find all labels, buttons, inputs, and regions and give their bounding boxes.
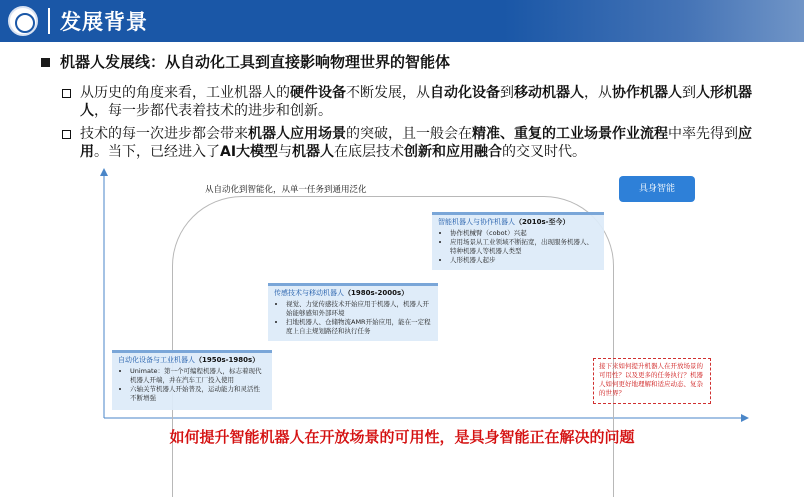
diagram-label: 从自动化到智能化，从单一任务到通用泛化 — [205, 185, 367, 195]
paragraph-2: 技术的每一次进步都会带来机器人应用场景的突破，且一般会在精准、重复的工业场景作业流程中率先得到应用。当下，已经进入了AI大模型与机器人在底层技术创新和应用融合的交叉时代。 — [80, 126, 752, 160]
stage-item: • 扫地机器人、仓储物流AMR开始应用，能在一定程度上自主规划路径和执行任务 — [286, 318, 432, 336]
stage-item: • 应用场景从工业领域不断拓宽，出现服务机器人、特种机器人等机器人类型 — [450, 238, 598, 256]
paragraph-1: 从历史的角度来看，工业机器人的硬件设备不断发展，从自动化设备到移动机器人，从协作机器人到人形机器人，每一步都代表着技术的进步和创新。 — [80, 85, 752, 119]
stage-item: • Unimate：第一个可编程机器人，标志着现代机器人开端，并在汽车工厂投入使用 — [130, 367, 266, 385]
stage-card-1 — [112, 350, 272, 410]
stage-title: 智能机器人与协作机器人（2010s-至今） — [438, 218, 570, 226]
question-callout: 接下来如何提升机器人在开放场景的可用性？以及更多的任务执行？机器人如何更好地理解和适应动态、复杂的世界？ — [593, 358, 711, 404]
stage-item: • 视觉、力觉传感技术开始应用于机器人，机器人开始能够感知外部环境 — [286, 300, 432, 318]
stage-title: 自动化设备与工业机器人（1950s-1980s） — [118, 356, 260, 364]
stage-title: 传感技术与移动机器人（1980s-2000s） — [274, 289, 409, 297]
section-subtitle: 机器人发展线：从自动化工具到直接影响物理世界的智能体 — [60, 53, 451, 71]
stage-item: • 协作机械臂（cobot）兴起 — [450, 229, 598, 238]
stage-card-2 — [268, 283, 438, 341]
stage-item: • 六轴关节机器人开始普及，运动能力和灵活性不断增强 — [130, 385, 266, 403]
page-title: 发展背景 — [60, 10, 148, 34]
stage-card-3 — [432, 212, 604, 270]
conclusion-text: 如何提升智能机器人在开放场景的可用性，是具身智能正在解决的问题 — [169, 428, 635, 446]
embodied-intelligence-box: 具身智能 — [619, 176, 695, 202]
stage-item: • 人形机器人起步 — [450, 256, 598, 265]
